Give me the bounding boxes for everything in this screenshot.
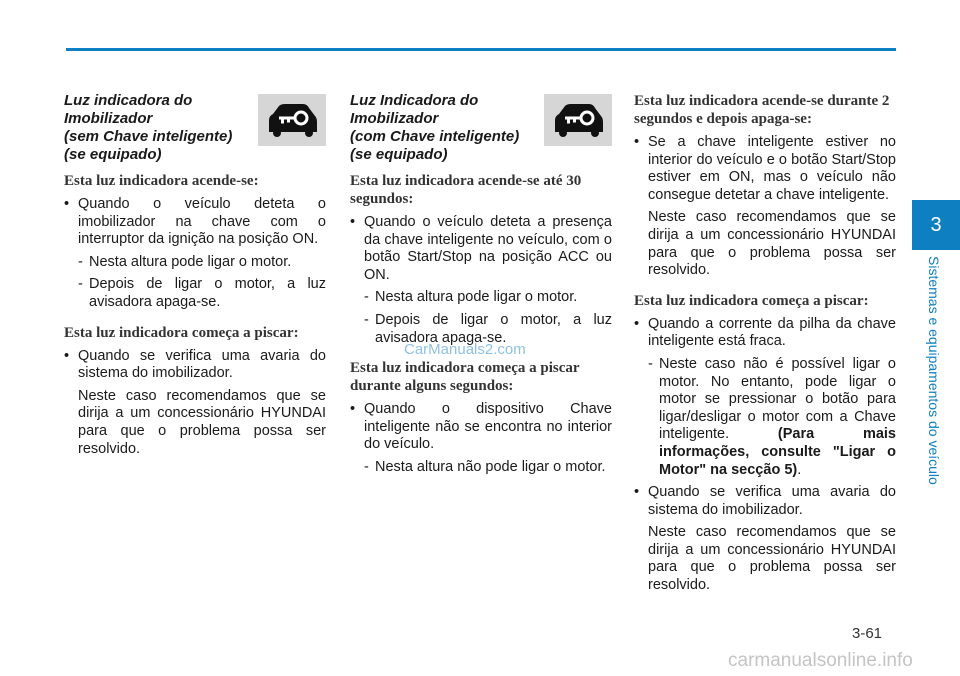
bullet-marker: • [350,214,356,230]
dash-item: - Nesta altura não pode ligar o motor. [364,458,606,475]
watermark: CarManuals2.com [404,341,526,358]
bullet-marker: • [634,484,640,501]
subheading: Esta luz indicadora começa a piscar: [634,292,869,309]
column-3 [634,92,896,600]
dash-marker: - [648,355,653,372]
dash-marker: - [364,289,369,306]
bullet-item: • Quando se verifica uma avaria do sistema do imobilizador. [64,347,326,382]
dash-marker: - [364,458,369,475]
chapter-side-title [920,256,950,496]
bullet-item: • Quando o veículo deteta o imobilizador na chave com o interruptor da ignição na posição ON. [64,196,326,248]
bullet-item: • Quando o dispositivo Chave inteligente não se encontra no interior do veículo. [350,401,612,453]
dash-marker: - [78,276,83,293]
paragraph: Neste caso recomendamos que se dirija a um concessionário HYUNDAI para que o problema possa ser resolvido. [648,209,896,279]
column-2 [350,92,612,482]
car-key-icon [263,102,321,138]
subheading: Esta luz indicadora acende-se até 30 segundos: [350,173,582,207]
bullet-marker: • [634,315,640,332]
bullet-marker: • [64,196,70,212]
subheading: Esta luz indicadora começa a piscar durante alguns segundos: [350,360,580,395]
bullet-marker: • [350,401,356,418]
section-heading: Luz Indicadora do Imobilizador (com Chave inteligente) (se equipado) [350,92,520,163]
dash-item: - Neste caso não é possível ligar o motor. No entanto, pode ligar o motor se pressionar o botão para ligar/desligar o motor com a Chave inteligente. (Para mais informações, consulte "Ligar o Motor" na secção 5). [648,355,896,478]
chapter-title: Sistemas e equipamentos do veículo [926,256,942,485]
section-heading-block [64,92,326,172]
dash-item: - Nesta altura pode ligar o motor. [78,253,292,270]
bullet-item: • Se a chave inteligente estiver no interior do veículo e o botão Start/Stop estiver em ON, mas o veículo não consegue detetar a chave inteligente. [634,134,896,203]
chapter-tab: 3 [912,200,960,250]
bullet-marker: • [64,347,70,364]
footer-site: carmanualsonline.info [728,650,913,671]
subheading: Esta luz indicadora acende-se durante 2 segundos e depois apaga-se: [634,93,890,127]
dash-marker: - [364,311,369,328]
dash-item: - Depois de ligar o motor, a luz avisadora apaga-se. [364,311,612,346]
page-number: 3-61 [852,625,883,642]
dash-item: - Depois de ligar o motor, a luz avisadora apaga-se. [78,276,326,310]
section-heading: Luz indicadora do Imobilizador (sem Chave inteligente) (se equipado) [64,92,233,163]
header-rule [66,48,896,51]
section-heading-block [350,92,612,172]
subheading: Esta luz indicadora começa a piscar: [64,324,299,341]
cross-reference: (Para mais informações, consulte "Ligar o Motor" na secção 5) [659,426,896,478]
paragraph: Neste caso recomendamos que se dirija a um concessionário HYUNDAI para que o problema possa ser resolvido. [648,524,896,594]
bullet-item: • Quando se verifica uma avaria do sistema do imobilizador. [634,484,896,518]
column-1 [64,92,326,463]
immobilizer-indicator-icon [258,94,326,146]
bullet-item: • Quando o veículo deteta a presença da chave inteligente no veículo, com o botão Start/Stop na posição ACC ou ON. [350,214,612,283]
dash-item: - Nesta altura pode ligar o motor. [364,289,578,306]
dash-marker: - [78,253,83,270]
car-key-icon [549,102,607,138]
bullet-marker: • [634,134,640,150]
bullet-item: • Quando a corrente da pilha da chave inteligente está fraca. [634,315,896,350]
subheading: Esta luz indicadora acende-se: [64,173,259,189]
paragraph: Neste caso recomendamos que se dirija a um concessionário HYUNDAI para que o problema possa ser resolvido. [78,387,326,457]
immobilizer-indicator-icon [544,94,612,146]
